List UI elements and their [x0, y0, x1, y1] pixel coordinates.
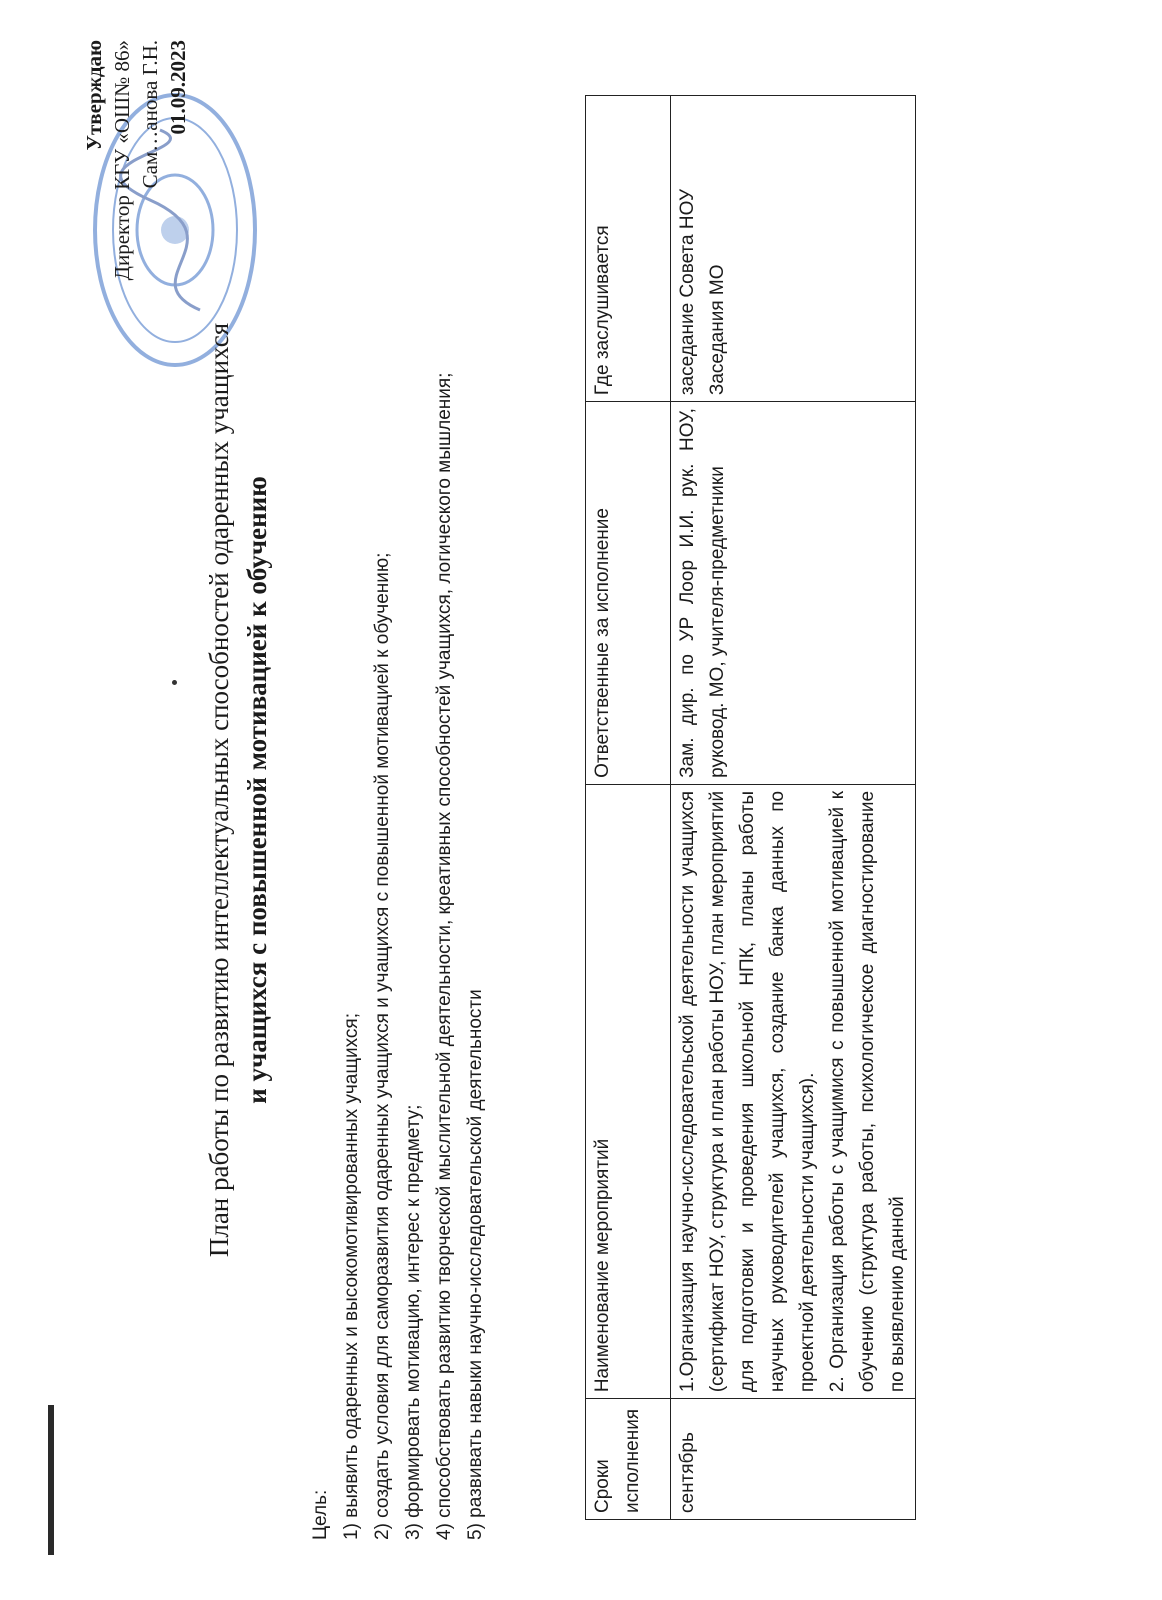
- approval-block: [80, 40, 192, 280]
- goal-item: 4) способствовать развитию творческой мыслительной деятельности, креативных способностей учащихся, логического мышления;: [434, 372, 455, 1540]
- column-header-term: Сроки исполнения: [586, 1399, 671, 1520]
- cell-responsible: Зам. дир. по УР Лоор И.И. рук. НОУ, руковод. МО, учителя-предметники: [671, 402, 916, 785]
- column-header-where: Где заслушивается: [586, 96, 671, 402]
- table-header-row: [586, 96, 671, 1520]
- approval-title: Утверждаю: [82, 40, 106, 151]
- column-header-responsible: Ответственные за исполнение: [586, 402, 671, 785]
- plan-table: [585, 95, 916, 1520]
- goal-item: 2) создать условия для саморазвития одаренных учащихся и учащихся с повышенной мотивацией к обучению;: [372, 552, 393, 1540]
- goals-section: [305, 70, 491, 1540]
- event-item: 2. Организация работы с учащимися с повышенной мотивацией к обучению (структура работы, психологическое диагностирование по выявлению данной: [827, 790, 908, 1393]
- title-line-1: План работы по развитию интеллектуальных способностей одаренных учащихся: [204, 322, 234, 1258]
- approval-org: Директор КГУ «ОШ№ 86»: [110, 40, 134, 281]
- rotated-page: [60, 40, 1140, 1540]
- goal-item: 1) выявить одаренных и высокомотивированных учащихся;: [341, 1013, 362, 1540]
- approval-name: Сам…анова Г.Н.: [138, 40, 162, 189]
- cell-term: сентябрь: [671, 1399, 916, 1520]
- goals-label: Цель:: [310, 1489, 331, 1540]
- column-header-events: Наименование мероприятий: [586, 784, 671, 1398]
- title-line-2: и учащихся с повышенной мотивацией к обучению: [242, 476, 272, 1104]
- approval-date: 01.09.2023: [166, 40, 190, 135]
- goal-item: 5) развивать навыки научно-исследовательской деятельности: [465, 989, 486, 1540]
- event-item: 1.Организация научно-исследовательской деятельности учащихся (сертификат НОУ, структура и план работы НОУ, план мероприятий для подготовки и проведения школьной НПК, планы работы научных руководителей учащихся, создание банка данных по проектной деятельности учащихся).: [677, 790, 818, 1393]
- scan-edge-line: [48, 1405, 54, 1555]
- goal-item: 3) формировать мотивацию, интерес к предмету;: [403, 1104, 424, 1540]
- cell-events: [671, 784, 916, 1398]
- page-title: [200, 40, 276, 1540]
- table-row: [671, 96, 916, 1520]
- cell-where: заседание Совета НОУ Заседания МО: [671, 96, 916, 402]
